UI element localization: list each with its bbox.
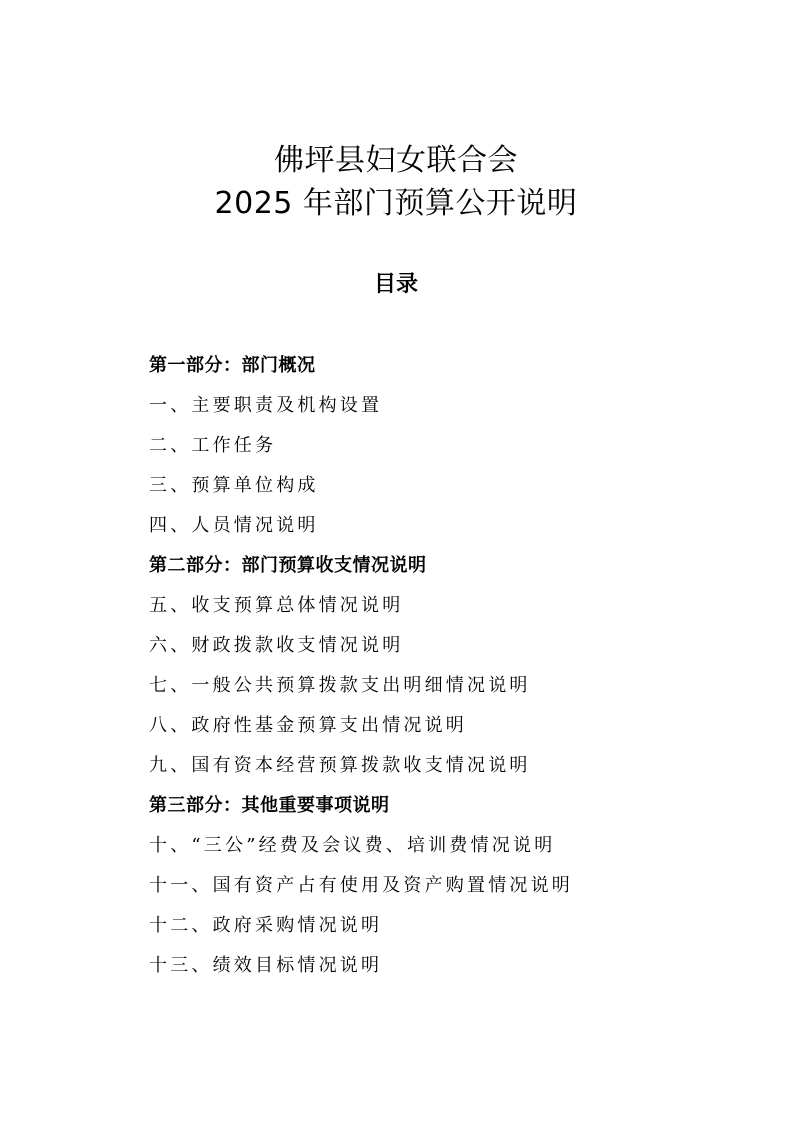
toc-item-9: 九、国有资本经营预算拨款收支情况说明 [149, 755, 531, 776]
toc-item-11: 十一、国有资产占有使用及资产购置情况说明 [149, 875, 573, 896]
document-title-org: 佛坪县妇女联合会 [274, 143, 518, 178]
toc-heading: 目录 [373, 271, 418, 297]
toc-item-6: 六、财政拨款收支情况说明 [149, 635, 404, 656]
toc-item-5: 五、收支预算总体情况说明 [149, 595, 404, 616]
toc-item-1: 一、主要职责及机构设置 [149, 395, 383, 416]
toc-part-2: 第二部分：部门预算收支情况说明 [149, 555, 427, 576]
toc-item-13: 十三、绩效目标情况说明 [149, 955, 383, 976]
toc-item-4: 四、人员情况说明 [149, 515, 319, 536]
toc-item-12: 十二、政府采购情况说明 [149, 915, 383, 936]
toc-item-8: 八、政府性基金预算支出情况说明 [149, 715, 467, 736]
toc-item-2: 二、工作任务 [149, 435, 277, 456]
document-title-subject: 2025 年部门预算公开说明 [214, 186, 578, 221]
toc-item-10: 十、“三公”经费及会议费、培训费情况说明 [149, 835, 556, 856]
toc-item-3: 三、预算单位构成 [149, 475, 319, 496]
toc-item-7: 七、一般公共预算拨款支出明细情况说明 [149, 675, 531, 696]
table-of-contents [149, 350, 573, 990]
toc-part-3: 第三部分：其他重要事项说明 [149, 795, 390, 816]
toc-part-1: 第一部分：部门概况 [149, 355, 316, 376]
